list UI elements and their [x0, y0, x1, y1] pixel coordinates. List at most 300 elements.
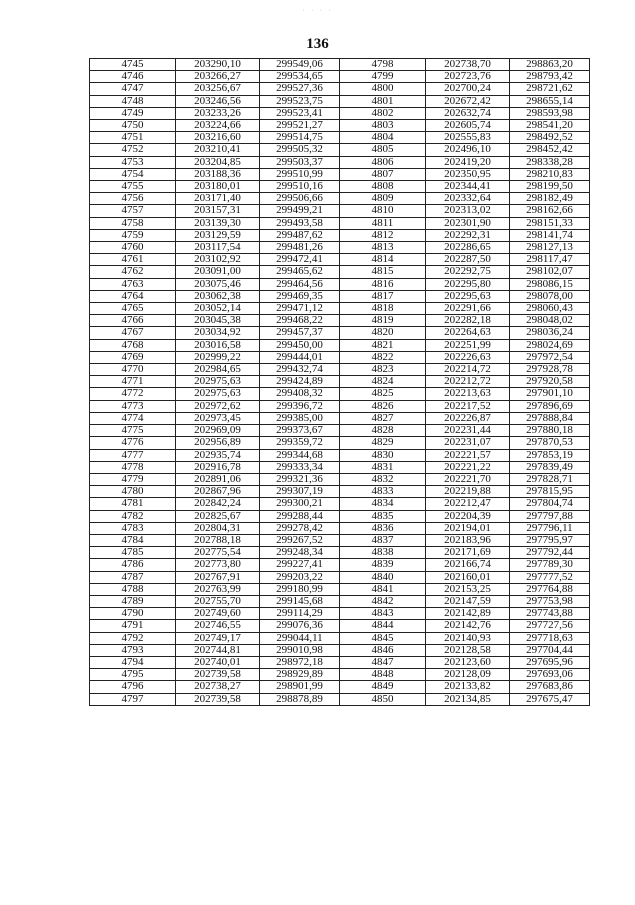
table-row: [90, 254, 590, 266]
point-number-left: 4779: [90, 473, 176, 485]
point-number-right: 4840: [340, 571, 426, 583]
table-row: [90, 229, 590, 241]
point-number-left: 4795: [90, 669, 176, 681]
x-coordinate-left: 203224,66: [176, 120, 260, 132]
y-coordinate-left: 299481,26: [260, 242, 340, 254]
y-coordinate-right: 298127,13: [510, 242, 590, 254]
point-number-right: 4848: [340, 669, 426, 681]
y-coordinate-right: 298593,98: [510, 107, 590, 119]
x-coordinate-right: 202344,41: [426, 181, 510, 193]
y-coordinate-right: 298793,42: [510, 71, 590, 83]
x-coordinate-left: 202825,67: [176, 510, 260, 522]
y-coordinate-right: 298048,02: [510, 315, 590, 327]
table-row: [90, 400, 590, 412]
table-row: [90, 132, 590, 144]
x-coordinate-left: 203117,54: [176, 242, 260, 254]
x-coordinate-right: 202166,74: [426, 559, 510, 571]
table-row: [90, 608, 590, 620]
table-row: [90, 83, 590, 95]
point-number-right: 4826: [340, 400, 426, 412]
point-number-left: 4794: [90, 656, 176, 668]
y-coordinate-left: 299408,32: [260, 388, 340, 400]
point-number-left: 4753: [90, 156, 176, 168]
coordinates-table: [89, 58, 590, 706]
x-coordinate-left: 203233,26: [176, 107, 260, 119]
x-coordinate-right: 202226,63: [426, 351, 510, 363]
y-coordinate-right: 297795,97: [510, 534, 590, 546]
x-coordinate-left: 202916,78: [176, 461, 260, 473]
y-coordinate-left: 299267,52: [260, 534, 340, 546]
y-coordinate-right: 298162,66: [510, 205, 590, 217]
x-coordinate-right: 202171,69: [426, 547, 510, 559]
x-coordinate-left: 203290,10: [176, 59, 260, 71]
table-row: [90, 364, 590, 376]
x-coordinate-left: 202891,06: [176, 473, 260, 485]
y-coordinate-right: 297972,54: [510, 351, 590, 363]
point-number-right: 4819: [340, 315, 426, 327]
point-number-left: 4763: [90, 278, 176, 290]
point-number-left: 4754: [90, 168, 176, 180]
x-coordinate-right: 202160,01: [426, 571, 510, 583]
table-row: [90, 156, 590, 168]
point-number-left: 4748: [90, 95, 176, 107]
x-coordinate-left: 202749,60: [176, 608, 260, 620]
point-number-left: 4785: [90, 547, 176, 559]
table-row: [90, 351, 590, 363]
x-coordinate-right: 202217,52: [426, 400, 510, 412]
x-coordinate-left: 203075,46: [176, 278, 260, 290]
x-coordinate-right: 202496,10: [426, 144, 510, 156]
point-number-right: 4829: [340, 437, 426, 449]
point-number-right: 4817: [340, 290, 426, 302]
point-number-right: 4850: [340, 693, 426, 705]
table-row: [90, 217, 590, 229]
x-coordinate-right: 202140,93: [426, 632, 510, 644]
x-coordinate-left: 202999,22: [176, 351, 260, 363]
x-coordinate-left: 203062,38: [176, 290, 260, 302]
point-number-right: 4838: [340, 547, 426, 559]
x-coordinate-right: 202313,02: [426, 205, 510, 217]
y-coordinate-right: 297920,58: [510, 376, 590, 388]
point-number-left: 4751: [90, 132, 176, 144]
point-number-left: 4791: [90, 620, 176, 632]
table-row: [90, 242, 590, 254]
y-coordinate-right: 298338,28: [510, 156, 590, 168]
point-number-left: 4782: [90, 510, 176, 522]
point-number-left: 4752: [90, 144, 176, 156]
table-row: [90, 181, 590, 193]
x-coordinate-left: 203266,27: [176, 71, 260, 83]
point-number-right: 4847: [340, 656, 426, 668]
point-number-left: 4746: [90, 71, 176, 83]
x-coordinate-right: 202153,25: [426, 583, 510, 595]
y-coordinate-right: 298863,20: [510, 59, 590, 71]
table-row: [90, 168, 590, 180]
table-row: [90, 595, 590, 607]
x-coordinate-left: 202984,65: [176, 364, 260, 376]
point-number-right: 4799: [340, 71, 426, 83]
y-coordinate-left: 299506,66: [260, 193, 340, 205]
point-number-right: 4814: [340, 254, 426, 266]
x-coordinate-right: 202226,87: [426, 412, 510, 424]
point-number-right: 4801: [340, 95, 426, 107]
x-coordinate-left: 203210,41: [176, 144, 260, 156]
point-number-right: 4839: [340, 559, 426, 571]
x-coordinate-right: 202292,75: [426, 266, 510, 278]
x-coordinate-right: 202419,20: [426, 156, 510, 168]
y-coordinate-right: 298210,83: [510, 168, 590, 180]
point-number-left: 4769: [90, 351, 176, 363]
y-coordinate-left: 299180,99: [260, 583, 340, 595]
x-coordinate-right: 202251,99: [426, 339, 510, 351]
point-number-left: 4767: [90, 327, 176, 339]
x-coordinate-right: 202282,18: [426, 315, 510, 327]
y-coordinate-right: 298060,43: [510, 303, 590, 315]
y-coordinate-right: 298182,49: [510, 193, 590, 205]
coordinates-table-body: [90, 59, 590, 706]
y-coordinate-right: 297828,71: [510, 473, 590, 485]
y-coordinate-right: 297683,86: [510, 681, 590, 693]
x-coordinate-right: 202723,76: [426, 71, 510, 83]
table-row: [90, 644, 590, 656]
x-coordinate-right: 202128,58: [426, 644, 510, 656]
point-number-right: 4842: [340, 595, 426, 607]
point-number-right: 4844: [340, 620, 426, 632]
y-coordinate-left: 299487,62: [260, 229, 340, 241]
point-number-left: 4780: [90, 486, 176, 498]
x-coordinate-right: 202123,60: [426, 656, 510, 668]
point-number-left: 4777: [90, 449, 176, 461]
y-coordinate-left: 299307,19: [260, 486, 340, 498]
point-number-right: 4818: [340, 303, 426, 315]
point-number-right: 4802: [340, 107, 426, 119]
x-coordinate-right: 202147,59: [426, 595, 510, 607]
y-coordinate-left: 299510,16: [260, 181, 340, 193]
y-coordinate-left: 299527,36: [260, 83, 340, 95]
point-number-left: 4776: [90, 437, 176, 449]
y-coordinate-left: 299523,75: [260, 95, 340, 107]
point-number-left: 4759: [90, 229, 176, 241]
x-coordinate-left: 203016,58: [176, 339, 260, 351]
point-number-left: 4762: [90, 266, 176, 278]
table-row: [90, 315, 590, 327]
y-coordinate-left: 299076,36: [260, 620, 340, 632]
point-number-right: 4834: [340, 498, 426, 510]
x-coordinate-right: 202134,85: [426, 693, 510, 705]
point-number-right: 4816: [340, 278, 426, 290]
x-coordinate-left: 203091,00: [176, 266, 260, 278]
x-coordinate-left: 202749,17: [176, 632, 260, 644]
table-row: [90, 327, 590, 339]
page-number: 136: [306, 36, 329, 52]
point-number-left: 4792: [90, 632, 176, 644]
y-coordinate-right: 297928,78: [510, 364, 590, 376]
point-number-right: 4828: [340, 425, 426, 437]
table-row: [90, 95, 590, 107]
x-coordinate-left: 202775,54: [176, 547, 260, 559]
x-coordinate-left: 203045,38: [176, 315, 260, 327]
table-row: [90, 144, 590, 156]
y-coordinate-left: 299464,56: [260, 278, 340, 290]
x-coordinate-right: 202350,95: [426, 168, 510, 180]
header-mark: · · · ·: [302, 6, 333, 15]
point-number-right: 4821: [340, 339, 426, 351]
table-row: [90, 303, 590, 315]
point-number-left: 4750: [90, 120, 176, 132]
point-number-right: 4813: [340, 242, 426, 254]
y-coordinate-right: 297815,95: [510, 486, 590, 498]
x-coordinate-right: 202213,63: [426, 388, 510, 400]
x-coordinate-left: 203034,92: [176, 327, 260, 339]
x-coordinate-left: 202956,89: [176, 437, 260, 449]
x-coordinate-right: 202212,47: [426, 498, 510, 510]
y-coordinate-left: 299359,72: [260, 437, 340, 449]
y-coordinate-left: 299468,22: [260, 315, 340, 327]
x-coordinate-right: 202214,72: [426, 364, 510, 376]
x-coordinate-left: 203180,01: [176, 181, 260, 193]
x-coordinate-left: 202975,63: [176, 376, 260, 388]
x-coordinate-left: 202767,91: [176, 571, 260, 583]
point-number-right: 4815: [340, 266, 426, 278]
point-number-right: 4836: [340, 522, 426, 534]
y-coordinate-left: 299469,35: [260, 290, 340, 302]
table-row: [90, 669, 590, 681]
table-row: [90, 510, 590, 522]
x-coordinate-right: 202221,57: [426, 449, 510, 461]
table-row: [90, 656, 590, 668]
point-number-right: 4843: [340, 608, 426, 620]
point-number-left: 4760: [90, 242, 176, 254]
point-number-right: 4830: [340, 449, 426, 461]
y-coordinate-left: 299503,37: [260, 156, 340, 168]
point-number-left: 4786: [90, 559, 176, 571]
y-coordinate-left: 298901,99: [260, 681, 340, 693]
y-coordinate-left: 299472,41: [260, 254, 340, 266]
point-number-right: 4798: [340, 59, 426, 71]
x-coordinate-left: 202740,01: [176, 656, 260, 668]
point-number-right: 4804: [340, 132, 426, 144]
y-coordinate-left: 299344,68: [260, 449, 340, 461]
x-coordinate-right: 202142,89: [426, 608, 510, 620]
x-coordinate-left: 202969,09: [176, 425, 260, 437]
y-coordinate-right: 297853,19: [510, 449, 590, 461]
x-coordinate-right: 202142,76: [426, 620, 510, 632]
y-coordinate-right: 297764,88: [510, 583, 590, 595]
x-coordinate-left: 202744,81: [176, 644, 260, 656]
table-row: [90, 388, 590, 400]
y-coordinate-left: 299521,27: [260, 120, 340, 132]
table-row: [90, 498, 590, 510]
x-coordinate-right: 202291,66: [426, 303, 510, 315]
x-coordinate-right: 202264,63: [426, 327, 510, 339]
table-row: [90, 205, 590, 217]
y-coordinate-right: 298036,24: [510, 327, 590, 339]
table-row: [90, 376, 590, 388]
x-coordinate-left: 202973,45: [176, 412, 260, 424]
point-number-right: 4808: [340, 181, 426, 193]
point-number-left: 4747: [90, 83, 176, 95]
y-coordinate-left: 299373,67: [260, 425, 340, 437]
y-coordinate-right: 298655,14: [510, 95, 590, 107]
x-coordinate-left: 203216,60: [176, 132, 260, 144]
y-coordinate-left: 299523,41: [260, 107, 340, 119]
y-coordinate-left: 299465,62: [260, 266, 340, 278]
y-coordinate-right: 297789,30: [510, 559, 590, 571]
point-number-left: 4778: [90, 461, 176, 473]
x-coordinate-left: 203129,59: [176, 229, 260, 241]
table-row: [90, 107, 590, 119]
table-row: [90, 486, 590, 498]
y-coordinate-right: 298086,15: [510, 278, 590, 290]
y-coordinate-right: 298117,47: [510, 254, 590, 266]
y-coordinate-left: 299288,44: [260, 510, 340, 522]
y-coordinate-right: 298078,00: [510, 290, 590, 302]
x-coordinate-right: 202738,70: [426, 59, 510, 71]
y-coordinate-right: 297901,10: [510, 388, 590, 400]
point-number-right: 4806: [340, 156, 426, 168]
point-number-left: 4796: [90, 681, 176, 693]
y-coordinate-right: 297675,47: [510, 693, 590, 705]
y-coordinate-left: 299248,34: [260, 547, 340, 559]
x-coordinate-left: 203246,56: [176, 95, 260, 107]
x-coordinate-right: 202219,88: [426, 486, 510, 498]
point-number-left: 4787: [90, 571, 176, 583]
table-row: [90, 412, 590, 424]
x-coordinate-left: 202972,62: [176, 400, 260, 412]
y-coordinate-left: 299385,00: [260, 412, 340, 424]
y-coordinate-right: 297796,11: [510, 522, 590, 534]
y-coordinate-left: 299505,32: [260, 144, 340, 156]
point-number-left: 4768: [90, 339, 176, 351]
table-row: [90, 290, 590, 302]
x-coordinate-left: 203157,31: [176, 205, 260, 217]
point-number-left: 4770: [90, 364, 176, 376]
y-coordinate-left: 299321,36: [260, 473, 340, 485]
y-coordinate-left: 298878,89: [260, 693, 340, 705]
y-coordinate-right: 298024,69: [510, 339, 590, 351]
point-number-left: 4766: [90, 315, 176, 327]
x-coordinate-left: 202935,74: [176, 449, 260, 461]
point-number-right: 4824: [340, 376, 426, 388]
y-coordinate-right: 297693,06: [510, 669, 590, 681]
y-coordinate-left: 299457,37: [260, 327, 340, 339]
table-row: [90, 339, 590, 351]
y-coordinate-right: 297777,52: [510, 571, 590, 583]
x-coordinate-right: 202295,63: [426, 290, 510, 302]
point-number-right: 4811: [340, 217, 426, 229]
x-coordinate-left: 202755,70: [176, 595, 260, 607]
point-number-right: 4803: [340, 120, 426, 132]
y-coordinate-left: 298972,18: [260, 656, 340, 668]
point-number-right: 4849: [340, 681, 426, 693]
y-coordinate-left: 299396,72: [260, 400, 340, 412]
point-number-left: 4773: [90, 400, 176, 412]
point-number-left: 4756: [90, 193, 176, 205]
point-number-left: 4772: [90, 388, 176, 400]
x-coordinate-right: 202292,31: [426, 229, 510, 241]
point-number-left: 4764: [90, 290, 176, 302]
y-coordinate-right: 297743,88: [510, 608, 590, 620]
y-coordinate-left: 299227,41: [260, 559, 340, 571]
x-coordinate-right: 202194,01: [426, 522, 510, 534]
y-coordinate-right: 298492,52: [510, 132, 590, 144]
y-coordinate-left: 299499,21: [260, 205, 340, 217]
x-coordinate-right: 202204,39: [426, 510, 510, 522]
table-row: [90, 437, 590, 449]
y-coordinate-left: 299010,98: [260, 644, 340, 656]
y-coordinate-left: 299450,00: [260, 339, 340, 351]
y-coordinate-left: 299432,74: [260, 364, 340, 376]
y-coordinate-right: 297753,98: [510, 595, 590, 607]
x-coordinate-left: 202867,96: [176, 486, 260, 498]
point-number-left: 4793: [90, 644, 176, 656]
x-coordinate-right: 202295,80: [426, 278, 510, 290]
y-coordinate-left: 299114,29: [260, 608, 340, 620]
point-number-right: 4810: [340, 205, 426, 217]
x-coordinate-right: 202555,83: [426, 132, 510, 144]
x-coordinate-left: 202804,31: [176, 522, 260, 534]
x-coordinate-right: 202231,44: [426, 425, 510, 437]
y-coordinate-right: 297839,49: [510, 461, 590, 473]
table-row: [90, 620, 590, 632]
y-coordinate-right: 297797,88: [510, 510, 590, 522]
y-coordinate-left: 299333,34: [260, 461, 340, 473]
x-coordinate-right: 202332,64: [426, 193, 510, 205]
point-number-right: 4827: [340, 412, 426, 424]
table-row: [90, 522, 590, 534]
table-row: [90, 266, 590, 278]
y-coordinate-left: 299534,65: [260, 71, 340, 83]
y-coordinate-right: 297870,53: [510, 437, 590, 449]
point-number-right: 4812: [340, 229, 426, 241]
point-number-left: 4790: [90, 608, 176, 620]
point-number-right: 4837: [340, 534, 426, 546]
point-number-left: 4783: [90, 522, 176, 534]
table-row: [90, 693, 590, 705]
point-number-right: 4809: [340, 193, 426, 205]
table-row: [90, 534, 590, 546]
x-coordinate-left: 203171,40: [176, 193, 260, 205]
point-number-right: 4831: [340, 461, 426, 473]
point-number-left: 4755: [90, 181, 176, 193]
point-number-left: 4781: [90, 498, 176, 510]
y-coordinate-right: 298541,20: [510, 120, 590, 132]
x-coordinate-right: 202221,22: [426, 461, 510, 473]
point-number-right: 4807: [340, 168, 426, 180]
y-coordinate-right: 297804,74: [510, 498, 590, 510]
y-coordinate-left: 299549,06: [260, 59, 340, 71]
x-coordinate-left: 203256,67: [176, 83, 260, 95]
x-coordinate-left: 202739,58: [176, 693, 260, 705]
y-coordinate-right: 298721,62: [510, 83, 590, 95]
point-number-right: 4800: [340, 83, 426, 95]
point-number-right: 4820: [340, 327, 426, 339]
table-row: [90, 120, 590, 132]
point-number-right: 4825: [340, 388, 426, 400]
y-coordinate-left: 299278,42: [260, 522, 340, 534]
x-coordinate-right: 202632,74: [426, 107, 510, 119]
y-coordinate-right: 297727,56: [510, 620, 590, 632]
x-coordinate-left: 203139,30: [176, 217, 260, 229]
table-row: [90, 278, 590, 290]
y-coordinate-right: 297896,69: [510, 400, 590, 412]
point-number-left: 4758: [90, 217, 176, 229]
table-row: [90, 547, 590, 559]
x-coordinate-left: 202975,63: [176, 388, 260, 400]
y-coordinate-right: 297704,44: [510, 644, 590, 656]
table-row: [90, 71, 590, 83]
y-coordinate-right: 298199,50: [510, 181, 590, 193]
